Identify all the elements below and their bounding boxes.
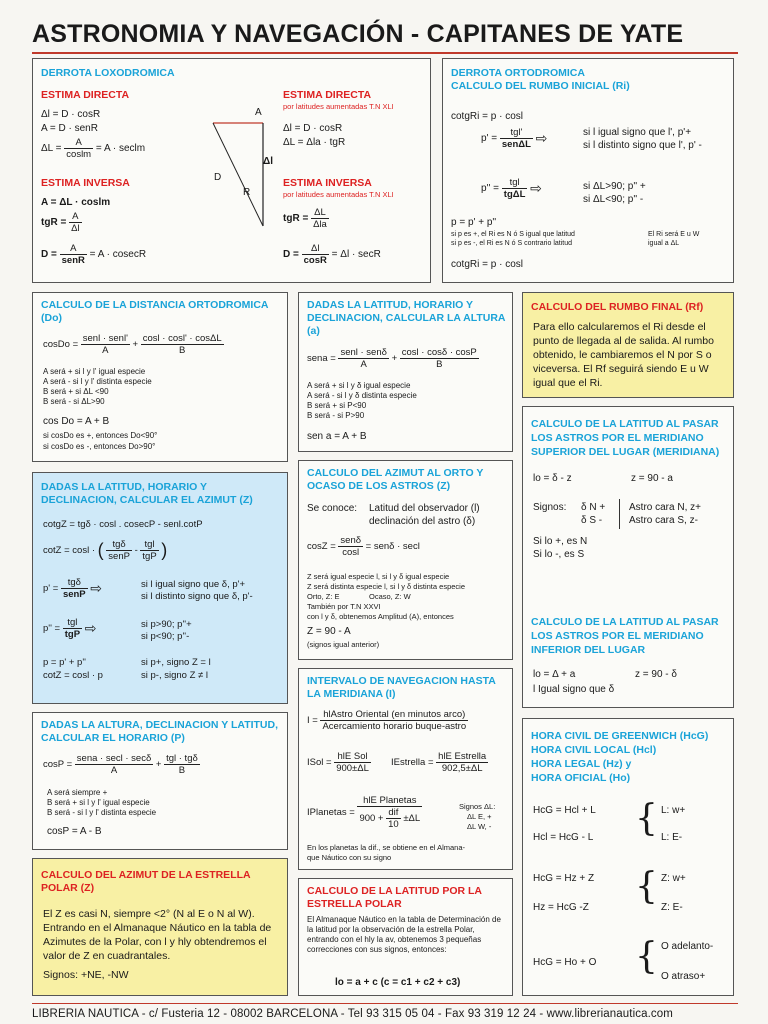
orto-o6: cotgRi = p · cosl xyxy=(451,259,523,270)
loxo-aum-directa: ESTIMA DIRECTA xyxy=(283,89,372,101)
orto-o4: p = p' + p'' xyxy=(451,217,497,228)
arrow-right-icon: ⇨ xyxy=(90,580,103,596)
loxo-a1: Δl = D · cosR xyxy=(283,123,343,134)
rf-heading: CALCULO DEL RUMBO FINAL (Rf) xyxy=(531,301,704,313)
azimut-f3: p' = $\frac{\text{tgδ}}{\text{senP}}$ ⇨ xyxy=(43,577,103,600)
hora-g1d: L: E- xyxy=(661,832,683,843)
dist-n4: B será - si ΔL>90 xyxy=(43,397,105,406)
loxo-estima-inversa: ESTIMA INVERSA xyxy=(41,177,130,189)
final-course-box xyxy=(522,292,734,398)
altura-n3: B será + si P<90 xyxy=(307,401,367,410)
hora-g2c: Z: w+ xyxy=(661,873,686,884)
lat-sup-s2: δ S - xyxy=(581,515,603,526)
orto-o3: p'' = $\frac{\text{tgl}}{\text{tgΔL}}$ ⇨ xyxy=(481,177,542,200)
triangle-label-a: A xyxy=(255,107,262,118)
orto-o5b: si p es -, el Ri es N ó S contrario latitud xyxy=(451,240,572,247)
loxo-aum-inversa: ESTIMA INVERSA xyxy=(283,177,372,189)
azimut-f4-r2: si p<90; p''- xyxy=(141,631,190,642)
lat-inf-f2: z = 90 - δ xyxy=(635,669,677,680)
loxodromic-triangle-diagram xyxy=(205,111,275,231)
orto-ocaso-heading: CALCULO DEL AZIMUT AL ORTO Y OCASO DE LOS ASTROS (Z) xyxy=(307,467,484,492)
polar-latitude-box xyxy=(298,878,513,996)
orto-ocaso-n5: con l y δ, obtenemos Amplitud (A), entonces xyxy=(307,612,454,621)
horario-n2: B será + si l y l' igual especie xyxy=(47,798,150,807)
horario-f2: cosP = A - B xyxy=(47,826,102,837)
altura-n1: A será + si l y δ igual especie xyxy=(307,381,411,390)
orto-ocaso-formula: cosZ = $\frac{\text{senδ}}{\cos l}$ = senδ · secl xyxy=(307,535,420,558)
orto-ocaso-c1: Se conoce: xyxy=(307,503,358,514)
orto-heading1: DERROTA ORTODROMICA xyxy=(451,67,585,79)
loxo-heading: DERROTA LOXODROMICA xyxy=(41,67,175,79)
time-box xyxy=(522,718,734,996)
intervalo-f3: IEstrella = $\frac{\text{hlE Estrella}}{902,5\pm\Delta L}$ xyxy=(391,751,487,774)
interval-box xyxy=(298,668,513,870)
loxo-i3: D = $\frac{A}{\text{senR}}$ = A · cosecR xyxy=(41,243,147,266)
dist-n3: B será + si ΔL <90 xyxy=(43,387,109,396)
hora-g2b: Hz = HcG -Z xyxy=(533,902,589,913)
azimut-f5: p = p' + p'' xyxy=(43,657,86,668)
hora-g1b: Hcl = HcG - L xyxy=(533,832,594,843)
footer: LIBRERIA NAUTICA - c/ Fusteria 12 - 08002 BARCELONA - Tel 93 315 05 04 - Fax 93 319 12 24 - www.librerianautica.com xyxy=(32,1008,673,1020)
polar-lat-heading: CALCULO DE LA LATITUD POR LA ESTRELLA POLAR xyxy=(307,885,482,910)
hora-heading3: HORA LEGAL (Hz) y xyxy=(531,758,632,770)
orto-heading2: CALCULO DEL RUMBO INICIAL (Ri) xyxy=(451,80,630,92)
hora-g2a: HcG = Hz + Z xyxy=(533,873,595,884)
azimut-f4-r1: si p>90; p''+ xyxy=(141,619,192,630)
divider xyxy=(619,499,620,529)
intervalo-f1: I = $\frac{\text{hlAstro Oriental (en minutos arco)}}{\text{Acercamiento horario buque-astro}}$ xyxy=(307,709,467,732)
orto-o1: cotgRi = p · cosl xyxy=(451,111,523,122)
orto-o2-r1: si l igual signo que l', p'+ xyxy=(583,127,692,138)
azimut-f1: cotgZ = tgδ · cosl . cosecP - senl.cotP xyxy=(43,519,203,530)
orto-ocaso-c2: Latitud del observador (l) xyxy=(369,503,480,514)
loxo-aum-inversa-sub: por latitudes aumentadas T.N XLI xyxy=(283,190,394,199)
arrow-right-icon: ⇨ xyxy=(530,180,542,196)
dist-n6: si cosDo es -, entonces Do>90° xyxy=(43,442,156,451)
rise-set-azimuth-box xyxy=(298,460,513,660)
triangle-label-d: D xyxy=(214,172,222,183)
polar-lat-text: El Almanaque Náutico en la tabla de Determinación de la latitud por la observación de la estrella Polar, entrando con el hly la av, obtenemos 3 pequeñas correcciones con sus signos, entonces: xyxy=(307,915,501,954)
loxo-a2: ΔL = Δla · tgR xyxy=(283,137,346,148)
horario-heading: DADAS LA ALTURA, DECLINACION Y LATITUD, CALCULAR EL HORARIO (P) xyxy=(41,719,279,744)
lat-sup-heading: CALCULO DE LA LATITUD AL PASAR LOS ASTROS POR EL MERIDIANO SUPERIOR DEL LUGAR (MERIDIANA) xyxy=(531,418,720,458)
lat-inf-f3: l Igual signo que δ xyxy=(533,684,615,695)
polar-lat-formula: lo = a + c (c = c1 + c2 + c3) xyxy=(335,977,461,988)
horario-formula: cosP = $\frac{\text{sena · secl · secδ}}{A}$ + $\frac{\text{tgl · tgδ}}{B}$ xyxy=(43,753,198,776)
lat-inf-heading: CALCULO DE LA LATITUD AL PASAR LOS ASTROS POR EL MERIDIANO INFERIOR DEL LUGAR xyxy=(531,616,719,656)
brace-icon: { xyxy=(635,798,658,839)
azimut-f2: cotZ = cosl · ( $\frac{\text{tgδ}}{\text{senP}}$ - $\frac{\text{tgl}}{\text{tgP}}$ ) xyxy=(43,539,168,562)
loxo-aum-directa-sub: por latitudes aumentadas T.N XLI xyxy=(283,102,394,111)
orto-ocaso-c3: declinación del astro (δ) xyxy=(369,516,476,527)
brace-icon: { xyxy=(635,936,658,977)
loxo-i1: A = ΔL · coslm xyxy=(41,197,111,208)
triangle-label-r: R xyxy=(243,187,251,198)
orto-o5d: igual a ΔL xyxy=(648,240,680,247)
loxo-estima-directa: ESTIMA DIRECTA xyxy=(41,89,130,101)
intervalo-signos1: Signos ΔL: xyxy=(459,802,496,811)
hora-g1a: HcG = Hcl + L xyxy=(533,805,596,816)
triangle-label-dl: Δl xyxy=(263,156,273,167)
orto-o3-r2: si ΔL<90; p'' - xyxy=(583,194,644,205)
orto-o5a: si p es +, el Ri es N ó S igual que latitud xyxy=(451,231,575,238)
dist-heading2: (Do) xyxy=(41,312,62,324)
polar-az-heading: CALCULO DEL AZIMUT DE LA ESTRELLA POLAR (Z) xyxy=(41,869,251,894)
arrow-right-icon: ⇨ xyxy=(84,620,97,636)
polar-azimuth-box xyxy=(32,858,288,996)
hour-angle-box xyxy=(32,712,288,850)
hora-g3d: O atraso+ xyxy=(661,971,706,982)
azimut-f6: cotZ = cosl · p xyxy=(43,670,103,681)
lat-sup-r1: Si lo +, es N xyxy=(533,536,588,547)
altura-f2: sen a = A + B xyxy=(307,431,367,442)
rf-text: Para ello calcularemos el Ri desde el punto de llegada al de salida. Al rumbo obtenido, le cambiaremos el N por S o viceversa. El Rf seguirá siendo E u W igual que el Ri. xyxy=(533,321,714,389)
hora-heading4: HORA OFICIAL (Ho) xyxy=(531,772,631,784)
azimut-f4: p'' = $\frac{\text{tgl}}{\text{tgP}}$ ⇨ xyxy=(43,617,97,640)
hora-heading1: HORA CIVIL DE GREENWICH (HcG) xyxy=(531,730,709,742)
loxodromic-box xyxy=(32,58,431,283)
intervalo-f4: IPlanetas = hlE Planetas 900 + $\frac{\text{dif}}{10}$ ±ΔL xyxy=(307,795,421,830)
hora-g3a: HcG = Ho + O xyxy=(533,957,597,968)
loxo-l1: Δl = D · cosR xyxy=(41,109,101,120)
lat-sup-r2: Si lo -, es S xyxy=(533,549,585,560)
loxo-i2: tgR = $\frac{A}{\Delta l}$ xyxy=(41,211,80,234)
hora-heading2: HORA CIVIL LOCAL (Hcl) xyxy=(531,744,657,756)
orto-ocaso-n3b: Ocaso, Z: W xyxy=(369,592,411,601)
lat-sup-s1: δ N + xyxy=(581,502,606,513)
intervalo-n2: que Náutico con su signo xyxy=(307,853,392,862)
loxo-l2: A = D · senR xyxy=(41,123,98,134)
orto-o3-r1: si ΔL>90; p'' + xyxy=(583,181,646,192)
azimuth-box xyxy=(32,472,288,704)
orto-o2: p' = $\frac{\text{tgl'}}{\text{senΔL}}$ ⇨ xyxy=(481,127,548,150)
orto-ocaso-n7: (signos igual anterior) xyxy=(307,640,380,649)
dist-f2: cos Do = A + B xyxy=(43,416,110,427)
orto-o2-r2: si l distinto signo que l', p' - xyxy=(583,140,702,151)
altura-heading: DADAS LA LATITUD, HORARIO Y DECLINACION, CALCULAR LA ALTURA (a) xyxy=(307,299,506,337)
azimut-f3-r1: si l igual signo que δ, p'+ xyxy=(141,579,246,590)
lat-sup-s4: Astro cara S, z- xyxy=(629,515,698,526)
hora-g3c: O adelanto- xyxy=(661,941,714,952)
intervalo-n1: En los planetas la dif., se obtiene en el Almana- xyxy=(307,843,466,852)
lat-sup-f1: lo = δ - z xyxy=(533,473,572,484)
meridian-latitude-box xyxy=(522,406,734,708)
azimut-heading: DADAS LA LATITUD, HORARIO Y DECLINACION, CALCULAR EL AZIMUT (Z) xyxy=(41,481,253,506)
azimut-f5r: si p+, signo Z = l xyxy=(141,657,211,668)
polar-az-text: El Z es casi N, siempre <2° (N al E o N al W). Entrando en el Almanaque Náutico en la tabla de Azimutes de la Polar, con l y hly obtendremos el valor de Z en cuadrantales. xyxy=(43,908,272,962)
dist-formula: cosDo = $\frac{\text{senl · senl'}}{A}$ + $\frac{\cos l \cdot \cos l' \cdot \cos\Delta L}{B}$ xyxy=(43,333,222,356)
orto-ocaso-n1: Z será igual especie l, si l y δ igual especie xyxy=(307,572,450,581)
altura-n4: B será - si P>90 xyxy=(307,411,365,420)
intervalo-signos2: ΔL E, + xyxy=(467,812,492,821)
intervalo-signos3: ΔL W, - xyxy=(467,822,492,831)
loxo-a3: tgR = $\frac{\Delta L}{\text{Δla}}$ xyxy=(283,207,327,230)
loxo-l3: ΔL = $\frac{A}{\text{coslm}}$ = A · seclm xyxy=(41,137,146,160)
orto-o5c: El Ri será E u W xyxy=(648,231,700,238)
distance-box xyxy=(32,292,288,462)
orto-ocaso-n6: Z = 90 - A xyxy=(307,626,351,637)
dist-heading1: CALCULO DE LA DISTANCIA ORTODROMICA xyxy=(41,299,269,311)
hora-g1c: L: w+ xyxy=(661,805,686,816)
hora-g2d: Z: E- xyxy=(661,902,683,913)
azimut-f6r: si p-, signo Z ≠ l xyxy=(141,670,208,681)
horario-n1: A será siempre + xyxy=(47,788,108,797)
dist-n5: si cosDo es +, entonces Do<90° xyxy=(43,431,158,440)
polar-az-signos: Signos: +NE, -NW xyxy=(43,969,129,981)
azimut-f3-r2: si l distinto signo que δ, p'- xyxy=(141,591,253,602)
orto-ocaso-n2: Z será distinta especie l, si l y δ distinta especie xyxy=(307,582,465,591)
title-rule xyxy=(32,52,738,54)
orto-ocaso-n4: También por T.N XXVI xyxy=(307,602,381,611)
intervalo-heading: INTERVALO DE NAVEGACION HASTA LA MERIDIANA (I) xyxy=(307,675,496,700)
loxo-a4: D = $\frac{\Delta l}{\cos R}$ = Δl · secR xyxy=(283,243,381,266)
dist-n2: A será - si l y l' distinta especie xyxy=(43,377,152,386)
intervalo-f2: ISol = $\frac{\text{hlE Sol}}{900\pm\Delta L}$ xyxy=(307,751,369,774)
page-title: ASTRONOMIA Y NAVEGACIÓN - CAPITANES DE YATE xyxy=(32,20,684,48)
horario-n3: B será - si l y l' distinta especie xyxy=(47,808,157,817)
orto-ocaso-n3a: Orto, Z: E xyxy=(307,592,340,601)
lat-sup-f2: z = 90 - a xyxy=(631,473,673,484)
altitude-box xyxy=(298,292,513,452)
arrow-right-icon: ⇨ xyxy=(535,130,548,146)
lat-sup-signos: Signos: xyxy=(533,502,567,513)
altura-formula: sena = $\frac{\text{senl · senδ}}{A}$ + $\frac{\cos l \cdot \cos\delta \cdot \cos P}{B}$ xyxy=(307,347,477,370)
lat-inf-f1: lo = Δ + a xyxy=(533,669,576,680)
dist-n1: A será + si l y l' igual especie xyxy=(43,367,146,376)
altura-n2: A será - si l y δ distinta especie xyxy=(307,391,417,400)
lat-sup-s3: Astro cara N, z+ xyxy=(629,502,701,513)
orthodromic-box xyxy=(442,58,734,283)
brace-icon: { xyxy=(635,866,658,907)
footer-rule xyxy=(32,1003,738,1004)
